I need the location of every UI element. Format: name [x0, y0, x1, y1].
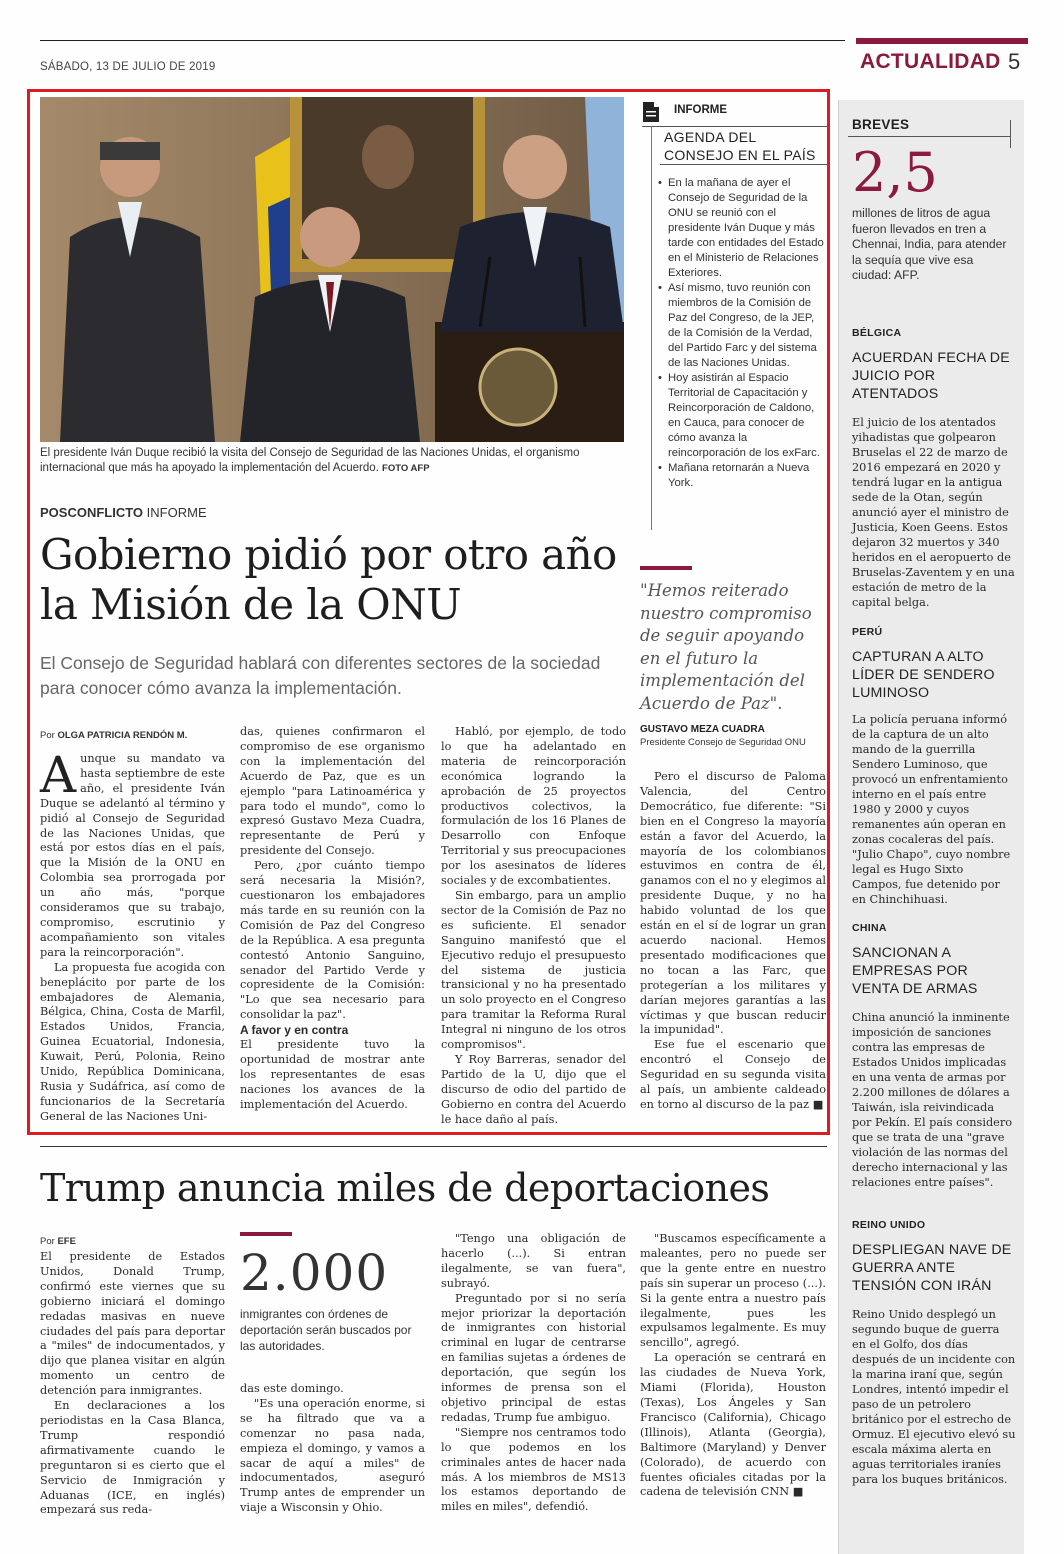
byline-author: EFE	[57, 1236, 76, 1247]
informe-item: • Así mismo, tuvo reunión con miembros de la Comisión de Paz del Congreso, de la JEP, de la Comisión de la Verdad, del Partido Farc y del sistema de las Naciones Unidas.	[656, 281, 824, 371]
second-col3-para2: Preguntado por si no sería mejor priorizar la deportación de inmigrantes con historial criminal en lugar de centrarse en familias sujetas a órdenes de deportación, que según los informes de prensa son el objetivo principal de estas redadas, Trump fue ambiguo.	[441, 1291, 626, 1424]
lead-headline: Gobierno pidió por otro año la Misión de la ONU	[40, 530, 617, 629]
informe-item: • En la mañana de ayer el Consejo de Seguridad de la ONU se reunió con el presidente Iván Duque y más tarde con entidades del Estado en el Ministerio de Relaciones Exteriores.	[656, 176, 824, 281]
second-byline	[40, 1236, 76, 1247]
kicker-type: INFORME	[146, 505, 207, 520]
big-number-caption: inmigrantes con órdenes de deportación serán buscados por las autoridades.	[240, 1307, 412, 1353]
second-headline: Trump anuncia miles de deportaciones	[40, 1166, 770, 1210]
brief-headline-china: SANCIONAN A EMPRESAS POR VENTA DE ARMAS	[852, 945, 978, 997]
second-col2-para2: "Es una operación enorme, si se ha filtrado que va a comenzar no pasa nada, empieza el domingo, y vamos a sacar de aquí a miles" de indocumentados, aseguró Trump antes de emprender un viaje a Wisconsin y Ohio.	[240, 1396, 425, 1515]
issue-date: SÁBADO, 13 DE JULIO DE 2019	[40, 61, 216, 73]
byline-prefix: Por	[40, 730, 55, 741]
brief-kicker-china: CHINA	[852, 922, 887, 934]
second-col1-para1: El presidente de Estados Unidos, Donald Trump, confirmó este viernes que su gobierno iniciará el domingo redadas masivas en nueve ciudades del país para deportar a "miles" de indocumentados, y dijo que planea visitar en algún momento un centro de detención para inmigrantes.	[40, 1250, 225, 1398]
brief-body-belgica: El juicio de los atentados yihadistas que golpearon Bruselas el 22 de marzo de 2016 empezará en 2020 y tendrá lugar en la antigua sede de la Otan, según anunció ayer el ministro de Justicia, Koen Geens. Estos dejaron 32 muertos y 340 heridos en el aeropuerto de Bruselas-Zaventem y en una estación de metro de la capital belga.	[852, 416, 1015, 609]
lead-col2-para2: Pero, ¿por cuánto tiempo será necesaria la Misión?, cuestionaron los embajadores más tarde en su reunión con la Comisión de Paz del Congreso de la República. A esa pregunta contestó Antonio Sanguino, senador del Partido Verde y copresidente de la Comisión: "Lo que sea necesario para consolidar la paz".	[240, 859, 425, 1022]
quote-author-role: Presidente Consejo de Seguridad ONU	[640, 737, 806, 748]
brief-body-china: China anunció la inminente imposición de sanciones contra las empresas de Estados Unidos implicadas en una venta de armas por 2.200 millones de dólares a Taiwán, isla reivindicada por Pekín. El país considero que se trata de una "grave violación de las normas del derecho internacional y las relaciones entre países".	[852, 1011, 1013, 1189]
brief-body-peru: La policía peruana informó de la captura de un alto mando de la guerrilla Sendero Luminoso, que provocó un enfrentamiento interno en el país entre 1980 y 2000 y cuyos remanentes aún operan en zonas cocaleras del país. "Julio Chapo", cuyo nombre legal es Hugo Sixto Campos, fue detenido por en Chinchihuasi.	[852, 713, 1011, 906]
lead-col2-para3: El presidente tuvo la oportunidad de mostrar ante los representantes de esas naciones los avances de la implementación del Acuerdo.	[240, 1038, 425, 1111]
lead-col3-para2: Sin embargo, para un amplio sector de la Comisión de Paz no es suficiente. El senador Sanguino manifestó que el Ejecutivo redujo el presupuesto del sistema de justicia transicional y no ha presentado un solo proyecto en el Congreso para tramitar la Reforma Rural Integral ni ninguno de los otros compromisos".	[441, 888, 626, 1052]
section-accent-bar	[856, 38, 1028, 44]
second-col2-para1: das este domingo.	[240, 1382, 344, 1395]
brief-kicker-peru: PERÚ	[852, 626, 883, 638]
informe-title-line2: CONSEJO EN EL PAÍS	[664, 147, 816, 163]
lead-col3-para3: Y Roy Barreras, senador del Partido de la U, dijo que el discurso de odio del partido de Gobierno en contra del Acuerdo le hace daño al país.	[441, 1052, 626, 1126]
second-column-2	[240, 1382, 425, 1516]
lead-col1-text: unque su mandato va hasta septiembre de este año, el presidente Iván Duque se adelantó al término y pidió al Consejo de Seguridad de las Naciones Unidas, que está por estos días en el país, que la Misión de la ONU en Colombia sea prorrogada por un año más, "porque consideramos que su trabajo, compromiso, escrutinio y acompañamiento son vitales para la reincorporación".	[40, 752, 225, 959]
second-column-3	[441, 1232, 626, 1515]
second-col3-para1: "Tengo una obligación de hacerlo (...). Si entran ilegalmente, se van fuera", subrayó.	[441, 1232, 626, 1290]
second-col4-para2: La operación se centrará en las ciudades de Nueva York, Miami (Florida), Houston (Texas), Los Ángeles y San Francisco (California), Chicago (Illinois), Atlanta (Georgia), Baltimore (Maryland) y Denver (Colorado), de acuerdo con fuentes oficiales citadas por la cadena de televisión CNN ■	[640, 1351, 826, 1499]
lead-deck: El Consejo de Seguridad hablará con diferentes sectores de la sociedad para conocer cómo avanza la implementación.	[40, 653, 601, 698]
brief-headline-reino-unido: DESPLIEGAN NAVE DE GUERRA ANTE TENSIÓN CON IRÁN	[852, 1242, 1012, 1294]
informe-label: INFORME	[674, 104, 728, 116]
informe-item: • Mañana retornarán a Nueva York.	[656, 461, 824, 491]
drop-cap: A	[40, 746, 77, 804]
brief-kicker-belgica: BÉLGICA	[852, 327, 902, 339]
lead-col4-para2: Ese fue el escenario que encontró el Consejo de Seguridad en su segunda visita al país, un ambiente caldeado en torno al discurso de la paz ■	[640, 1038, 826, 1111]
highlight-frame	[27, 89, 830, 1135]
sidebar-title: BREVES	[852, 117, 910, 132]
page-number: 5	[1008, 49, 1021, 74]
lead-col3-para1: Habló, por ejemplo, de todo lo que ha adelantado en materia de reincorporación económica logrando la aprobación de 25 proyectos productivos colectivos, la formulación de los 16 Planes de Desarrollo con Enfoque Territorial y sus preocupaciones por los asesinatos de líderes sociales y de excombatientes.	[441, 725, 626, 888]
big-number: 2.000	[240, 1244, 389, 1302]
sidebar-title-vrule	[1010, 120, 1011, 148]
second-column-1	[40, 1250, 225, 1518]
informe-item: • Hoy asistirán al Espacio Territorial de Capacitación y Reincorporación de Caldono, en Cauca, para conocer de cómo avanza la reincorporación de los exFarc.	[656, 371, 824, 461]
pull-quote: "Hemos reiterado nuestro compromiso de seguir apoyando en el futuro la implementación del Acuerdo de Paz".	[640, 581, 812, 713]
brief-headline-belgica: ACUERDAN FECHA DE JUICIO POR ATENTADOS	[852, 350, 1010, 402]
byline-prefix: Por	[40, 1236, 55, 1247]
story-separator	[40, 1146, 827, 1147]
section-label: ACTUALIDAD	[860, 50, 1001, 73]
second-col3-para3: "Siempre nos centramos todo lo que podemos en los criminales antes de hacer nada más. A los miembros de MS13 los estamos deportando de miles en miles", defendió.	[441, 1425, 626, 1514]
informe-title-line1: AGENDA DEL	[664, 129, 757, 145]
brief-kicker-reino-unido: REINO UNIDO	[852, 1219, 926, 1231]
sidebar-title-rule	[848, 136, 1010, 137]
second-column-4	[640, 1232, 826, 1500]
big-number-accent	[240, 1232, 292, 1236]
brief-body-reino-unido: Reino Unido desplegó un segundo buque de guerra en el Golfo, dos días después de un incidente con la marina iraní que, según Londres, intentó impedir el paso de un petrolero británico por el estrecho de Ormuz. El ejecutivo elevó su escala máxima alerta en aguas territoriales iraníes para los buques británicos.	[852, 1308, 1016, 1486]
header-rule	[40, 40, 845, 41]
lead-col4-para1: Pero el discurso de Paloma Valencia, del Centro Democrático, fue diferente: "Si bien en el Congreso la mayoría están a favor del Acuerdo, la mayoría de los colombianos estuvimos en contra de él, ganamos con el no y elegimos al presidente Duque, y no ha habido voluntad de los que están en el sí de lograr un gran acuerdo nacional. Hemos presentado modificaciones que no tocan a las Farc, que protegerían a los militares y darían mejores garantías a las víctimas y que buscan reducir la impunidad".	[640, 770, 826, 1037]
sidebar-divider	[838, 100, 839, 1554]
lead-col2-para1: das, quienes confirmaron el compromiso de ese organismo con la implementación del Acuerdo de Paz, que es un ejemplo "para Latinoamérica y para todo el mundo", como lo expresó Gustavo Meza Cuadra, representante de Perú y presidente del Consejo.	[240, 725, 425, 858]
lead-col1-para2: La propuesta fue acogida con beneplácito por parte de los embajadores de Alemania, Bélgica, China, Costa de Marfil, Estados Unidos, Francia, Guinea Ecuatorial, Indonesia, Kuwait, Perú, Polonia, Reino Unido, República Dominicana, Rusia y Sudáfrica, así como de funcionarios de la Secretaría General de las Naciones Uni-	[40, 960, 225, 1123]
photo-credit: FOTO AFP	[382, 463, 430, 474]
sidebar-big-number: 2,5	[852, 141, 938, 204]
photo-caption-text: El presidente Iván Duque recibió la visita del Consejo de Seguridad de las Naciones Unidas, el organismo internacional que más ha apoyado la implementación del Acuerdo.	[40, 447, 580, 474]
second-col4-para1: "Buscamos específicamente a maleantes, pero no puede ser que la gente entre en nuestro país sin superar un proceso (...). Si la gente entra a nuestro país ilegalmente, pues les expulsamos legalmente. Es muy sencillo", agregó.	[640, 1232, 826, 1350]
second-col1-para2: En declaraciones a los periodistas en la Casa Blanca, Trump respondió afirmativamente cuando le preguntaron si es cierto que el Servicio de Inmigración y Aduanas (ICE, en inglés) empezará sus reda-	[40, 1399, 225, 1517]
quote-author: GUSTAVO MEZA CUADRA	[640, 724, 765, 735]
byline-author: OLGA PATRICIA RENDÓN M.	[57, 730, 188, 741]
brief-headline-peru: CAPTURAN A ALTO LÍDER DE SENDERO LUMINOSO	[852, 649, 995, 701]
kicker-topic: POSCONFLICTO	[40, 505, 144, 520]
sidebar-number-text: millones de litros de agua fueron llevados en tren a Chennai, India, para atender la sequía que vive esa ciudad: AFP.	[852, 206, 1007, 282]
lead-subhead: A favor y en contra	[240, 1023, 349, 1038]
